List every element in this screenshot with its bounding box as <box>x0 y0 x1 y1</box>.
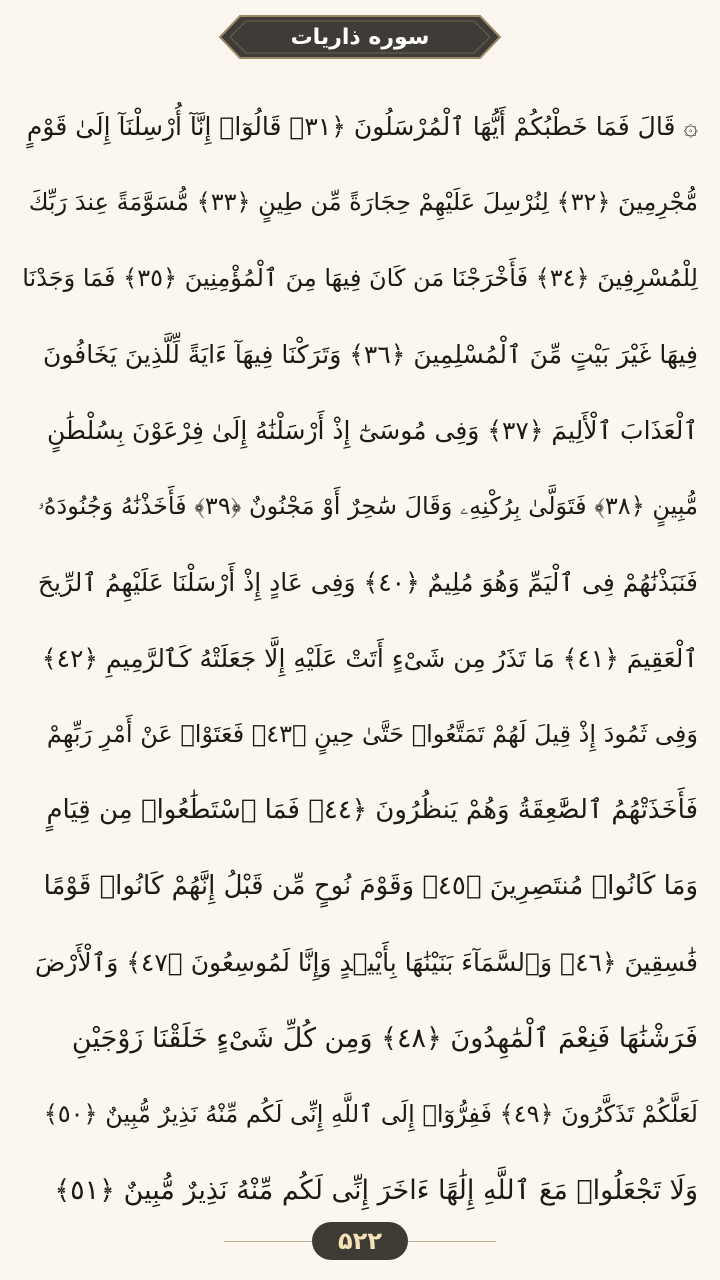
text-line: فِيهَا غَيْرَ بَيْتٍ مِّنَ ٱلْمُسْلِمِينَ ﴿٣٦﴾ وَتَرَكْنَا فِيهَآ ءَايَةً لِّلَّذِينَ يَخَافُونَ <box>42 339 698 369</box>
surah-title: سوره ذاريات <box>290 24 430 50</box>
text-line: فَرَشْنَٰهَا فَنِعْمَ ٱلْمَٰهِدُونَ ﴿٤٨﴾ وَمِن كُلِّ شَىْءٍ خَلَقْنَا زَوْجَيْنِ <box>71 1022 698 1054</box>
text-line: وَفِى ثَمُودَ إِذْ قِيلَ لَهُمْ تَمَتَّعُوا۟ حَتَّىٰ حِينٍ ﴿٤٣﴾ فَعَتَوْا۟ عَنْ أَمْرِ رَبِّهِمْ <box>46 720 698 748</box>
page-number-badge: ۵۲۲ <box>312 1222 408 1260</box>
text-line: فَأَخَذَتْهُمُ ٱلصَّٰعِقَةُ وَهُمْ يَنظُرُونَ ﴿٤٤﴾ فَمَا ٱسْتَطَٰعُوا۟ مِن قِيَامٍ <box>46 795 698 825</box>
text-line: فَٰسِقِينَ ﴿٤٦﴾ وَٱلسَّمَآءَ بَنَيْنَٰهَا بِأَيْي۟دٍ وَإِنَّا لَمُوسِعُونَ ﴿٤٧﴾ وَٱلْأَرْضَ <box>35 947 698 977</box>
text-line: لَعَلَّكُمْ تَذَكَّرُونَ ﴿٤٩﴾ فَفِرُّوٓا۟ إِلَى ٱللَّهِ إِنِّى لَكُم مِّنْهُ نَذِيرٌ مُّبِينٌ ﴿٥٠﴾ <box>43 1100 698 1128</box>
page-footer <box>0 1218 720 1258</box>
text-line: وَمَا كَانُوا۟ مُنتَصِرِينَ ﴿٤٥﴾ وَقَوْمَ نُوحٍ مِّن قَبْلُ إِنَّهُمْ كَانُوا۟ قَوْمًا <box>43 871 698 901</box>
text-line: مُّبِينٍ ﴿٣٨﴾ فَتَوَلَّىٰ بِرُكْنِهِۦ وَقَالَ سَٰحِرٌ أَوْ مَجْنُونٌ ﴿٣٩﴾ فَأَخَذْنَٰهُ وَجُنُودَهُۥ <box>37 492 698 520</box>
quran-page-text <box>22 88 698 1228</box>
footer-divider-left <box>224 1241 312 1242</box>
text-line: ٱلْعَذَابَ ٱلْأَلِيمَ ﴿٣٧﴾ وَفِى مُوسَىٰٓ إِذْ أَرْسَلْنَٰهُ إِلَىٰ فِرْعَوْنَ بِسُلْطَٰنٍ <box>47 415 698 445</box>
text-line: وَلَا تَجْعَلُوا۟ مَعَ ٱللَّهِ إِلَٰهًا ءَاخَرَ إِنِّى لَكُم مِّنْهُ نَذِيرٌ مُّبِينٌ ﴿٥١﴾ <box>54 1174 698 1206</box>
footer-divider-right <box>408 1241 496 1242</box>
text-line: ۞ قَالَ فَمَا خَطْبُكُمْ أَيُّهَا ٱلْمُرْسَلُونَ ﴿٣١﴾ قَالُوٓا۟ إِنَّآ أُرْسِلْنَآ إِلَىٰ قَوْمٍ <box>26 111 698 141</box>
text-line: مُّجْرِمِينَ ﴿٣٢﴾ لِنُرْسِلَ عَلَيْهِمْ حِجَارَةً مِّن طِينٍ ﴿٣٣﴾ مُّسَوَّمَةً عِندَ رَبِّكَ <box>28 188 698 216</box>
text-line: لِلْمُسْرِفِينَ ﴿٣٤﴾ فَأَخْرَجْنَا مَن كَانَ فِيهَا مِنَ ٱلْمُؤْمِنِينَ ﴿٣٥﴾ فَمَا وَجَدْنَا <box>22 264 698 292</box>
surah-header <box>218 14 502 60</box>
text-line: فَنَبَذْنَٰهُمْ فِى ٱلْيَمِّ وَهُوَ مُلِيمٌ ﴿٤٠﴾ وَفِى عَادٍ إِذْ أَرْسَلْنَا عَلَيْهِمُ ٱلرِّيحَ <box>37 567 698 597</box>
text-line: ٱلْعَقِيمَ ﴿٤١﴾ مَا تَذَرُ مِن شَىْءٍ أَتَتْ عَلَيْهِ إِلَّا جَعَلَتْهُ كَٱلرَّمِيمِ ﴿٤٢﴾ <box>41 643 698 673</box>
